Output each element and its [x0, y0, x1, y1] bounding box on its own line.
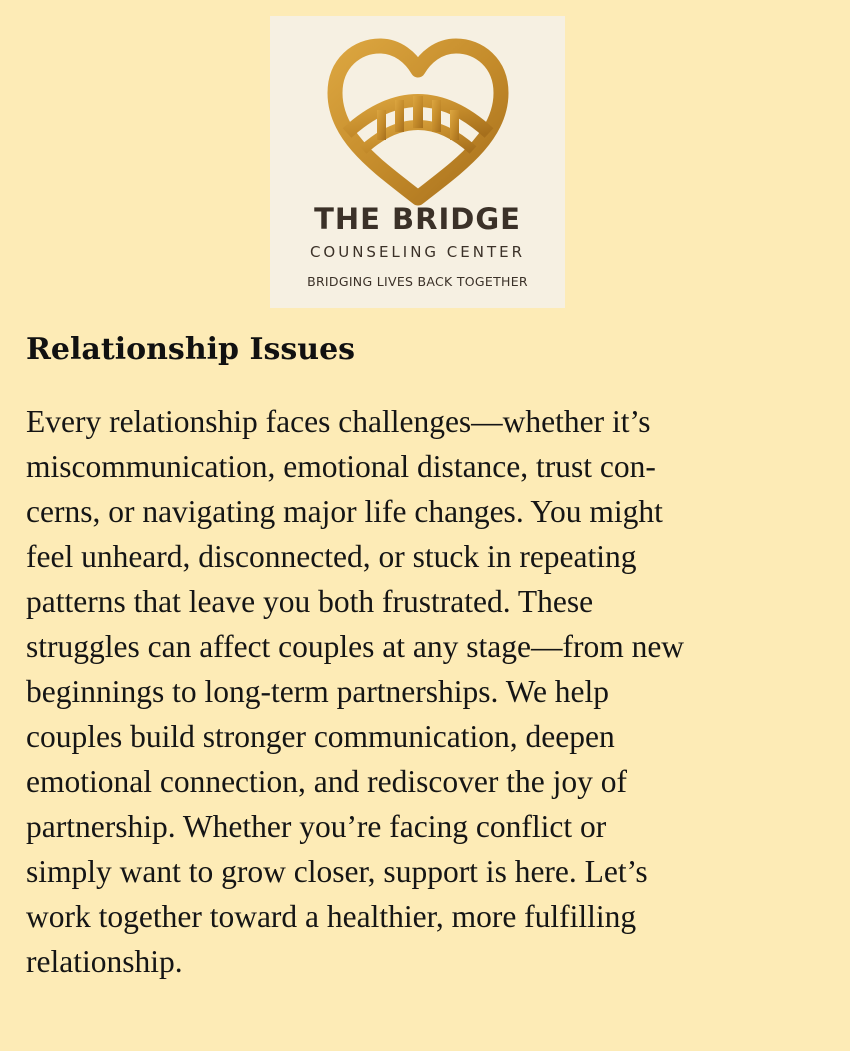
body-line: couples build stronger communication, deepen: [26, 719, 615, 754]
body-line: struggles can affect couples at any stage—from new: [26, 629, 685, 664]
logo-name: THE BRIDGE: [314, 202, 521, 236]
body-line: beginnings to long-term partnerships. We help: [26, 674, 610, 709]
body-line: relationship.: [26, 944, 183, 979]
logo: [270, 16, 565, 308]
body-line: work together toward a healthier, more fulfilling: [26, 899, 637, 934]
body-line: patterns that leave you both frustrated. These: [26, 584, 594, 619]
logo-subtitle: COUNSELING CENTER: [309, 243, 526, 261]
body-line: cerns, or navigating major life changes. You might: [26, 494, 663, 529]
heart-bridge-icon: [325, 38, 511, 208]
body-line: simply want to grow closer, support is here. Let’s: [26, 854, 648, 889]
body-line: feel unheard, disconnected, or stuck in repeating: [26, 539, 637, 574]
body-line: Every relationship faces challenges—whether it’s: [26, 404, 651, 439]
body-line: partnership. Whether you’re facing conflict or: [26, 809, 607, 844]
body-line: miscommunication, emotional distance, trust con-: [26, 449, 656, 484]
section-body: [26, 399, 826, 984]
section-heading: Relationship Issues: [26, 332, 356, 367]
logo-tagline: BRIDGING LIVES BACK TOGETHER: [307, 274, 528, 289]
body-line: emotional connection, and rediscover the joy of: [26, 764, 627, 799]
